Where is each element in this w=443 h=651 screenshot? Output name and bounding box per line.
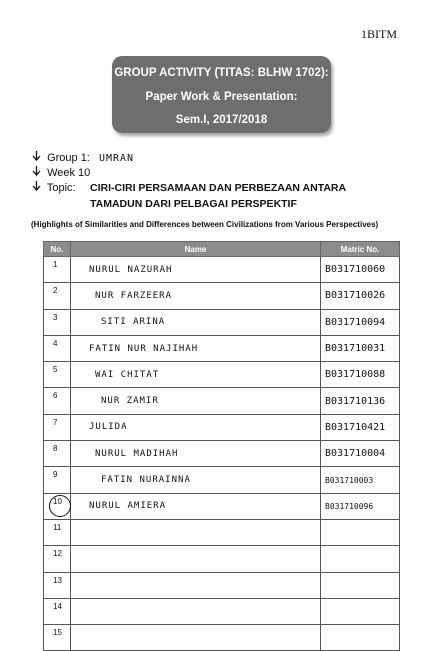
- row-number-cell: [44, 283, 71, 309]
- matric-cell: [321, 519, 400, 545]
- document-code: 1BITM: [361, 27, 397, 41]
- member-name: WAI CHITAT: [95, 369, 160, 380]
- title-banner: [112, 56, 331, 133]
- row-number-cell: [44, 598, 71, 624]
- table-row: [44, 493, 400, 519]
- member-name: NUR ZAMIR: [101, 396, 159, 407]
- row-number: 7: [53, 417, 58, 427]
- row-number: 12: [53, 549, 62, 559]
- name-cell: [71, 283, 321, 309]
- matric-number: B031710003: [325, 475, 374, 485]
- arrow-down-icon: [32, 151, 42, 164]
- group-value: UMRAN: [98, 153, 135, 164]
- row-number-cell: [44, 441, 71, 467]
- table-row: [44, 388, 400, 414]
- name-cell: [71, 467, 321, 493]
- banner-line-1: GROUP ACTIVITY (TITAS: BLHW 1702):: [114, 67, 329, 79]
- row-number: 11: [53, 522, 62, 532]
- row-number: 6: [53, 391, 58, 401]
- table-row: [44, 441, 400, 467]
- row-number: 10: [53, 496, 62, 506]
- name-cell: [71, 414, 321, 440]
- row-number-cell: [44, 414, 71, 440]
- row-number: 13: [53, 575, 62, 585]
- table-row: [44, 598, 400, 624]
- member-name: SITI ARINA: [101, 317, 166, 328]
- arrow-down-icon: [32, 166, 42, 179]
- matric-cell: [321, 283, 400, 309]
- matric-number: B031710096: [325, 501, 374, 511]
- header-matric: Matric No.: [321, 242, 400, 257]
- members-table: [43, 241, 400, 651]
- name-cell: [71, 257, 321, 283]
- matric-cell: [321, 493, 400, 519]
- matric-number: B031710031: [325, 343, 386, 355]
- week-label: Week 10: [47, 167, 91, 179]
- group-line: [32, 151, 134, 164]
- table-row: [44, 625, 400, 651]
- row-number: 3: [53, 312, 58, 322]
- row-number-cell: [44, 546, 71, 572]
- matric-number: B031710136: [325, 395, 386, 407]
- name-cell: [71, 335, 321, 361]
- matric-number: B031710094: [325, 316, 386, 328]
- matric-cell: [321, 441, 400, 467]
- matric-cell: [321, 257, 400, 283]
- matric-cell: [321, 309, 400, 335]
- matric-number: B031710060: [325, 264, 386, 276]
- row-number: 1: [53, 260, 58, 269]
- member-name: NUR FARZEERA: [95, 290, 173, 301]
- row-number-cell: [44, 572, 71, 598]
- table-row: [44, 519, 400, 545]
- row-number-cell: [44, 362, 71, 388]
- table-header-row: [44, 242, 400, 257]
- row-number: 15: [53, 628, 62, 638]
- table-row: [44, 467, 400, 493]
- matric-number: B031710088: [325, 369, 386, 381]
- banner-line-2: Paper Work & Presentation:: [145, 91, 298, 103]
- row-number-cell: [44, 335, 71, 361]
- row-number: 2: [53, 286, 58, 296]
- member-name: JULIDA: [89, 422, 128, 433]
- name-cell: [71, 519, 321, 545]
- matric-cell: [321, 572, 400, 598]
- row-number-cell: [44, 388, 71, 414]
- circle-mark-icon: [49, 495, 71, 517]
- row-number: 5: [53, 365, 58, 375]
- row-number-cell: [44, 257, 71, 283]
- matric-number: B031710004: [325, 448, 386, 460]
- member-name: FATIN NUR NAJIHAH: [89, 343, 199, 354]
- matric-cell: [321, 414, 400, 440]
- table-row: [44, 546, 400, 572]
- row-number: 8: [53, 444, 58, 454]
- row-number-cell: [44, 309, 71, 335]
- matric-cell: [321, 625, 400, 651]
- member-name: NURUL NAZURAH: [89, 264, 173, 275]
- topic-line: [32, 181, 76, 194]
- topic-title-line-2: TAMADUN DARI PELBAGAI PERSPEKTIF: [90, 198, 297, 210]
- matric-cell: [321, 388, 400, 414]
- matric-cell: [321, 362, 400, 388]
- highlights-caption: (Highlights of Similarities and Differences between Civilizations from Various Perspectives): [31, 220, 379, 229]
- row-number: 9: [53, 470, 58, 480]
- row-number-cell: [44, 493, 71, 519]
- table-row: [44, 309, 400, 335]
- row-number-cell: [44, 625, 71, 651]
- table-row: [44, 335, 400, 361]
- name-cell: [71, 388, 321, 414]
- table-row: [44, 414, 400, 440]
- matric-number: B031710421: [325, 421, 386, 433]
- topic-title-line-1: CIRI-CIRI PERSAMAAN DAN PERBEZAAN ANTARA: [90, 182, 347, 194]
- table-row: [44, 572, 400, 598]
- table-row: [44, 362, 400, 388]
- name-cell: [71, 572, 321, 598]
- member-name: NURUL MADIHAH: [95, 448, 179, 459]
- name-cell: [71, 598, 321, 624]
- name-cell: [71, 493, 321, 519]
- name-cell: [71, 546, 321, 572]
- matric-cell: [321, 467, 400, 493]
- arrow-down-icon: [32, 181, 42, 194]
- name-cell: [71, 362, 321, 388]
- row-number-cell: [44, 519, 71, 545]
- header-name: Name: [71, 242, 321, 257]
- row-number-cell: [44, 467, 71, 493]
- group-label: Group 1:: [47, 152, 90, 164]
- name-cell: [71, 625, 321, 651]
- row-number: 14: [53, 601, 62, 611]
- matric-cell: [321, 335, 400, 361]
- table-row: [44, 283, 400, 309]
- week-line: [32, 166, 90, 179]
- banner-line-3: Sem.I, 2017/2018: [175, 114, 268, 126]
- member-name: FATIN NURAINNA: [101, 475, 191, 486]
- table-row: [44, 257, 400, 283]
- name-cell: [71, 441, 321, 467]
- row-number: 4: [53, 338, 58, 348]
- member-name: NURUL AMIERA: [89, 501, 167, 512]
- header-no: No.: [44, 242, 71, 257]
- matric-number: B031710026: [325, 290, 386, 302]
- name-cell: [71, 309, 321, 335]
- matric-cell: [321, 546, 400, 572]
- topic-label: Topic:: [46, 182, 76, 194]
- matric-cell: [321, 598, 400, 624]
